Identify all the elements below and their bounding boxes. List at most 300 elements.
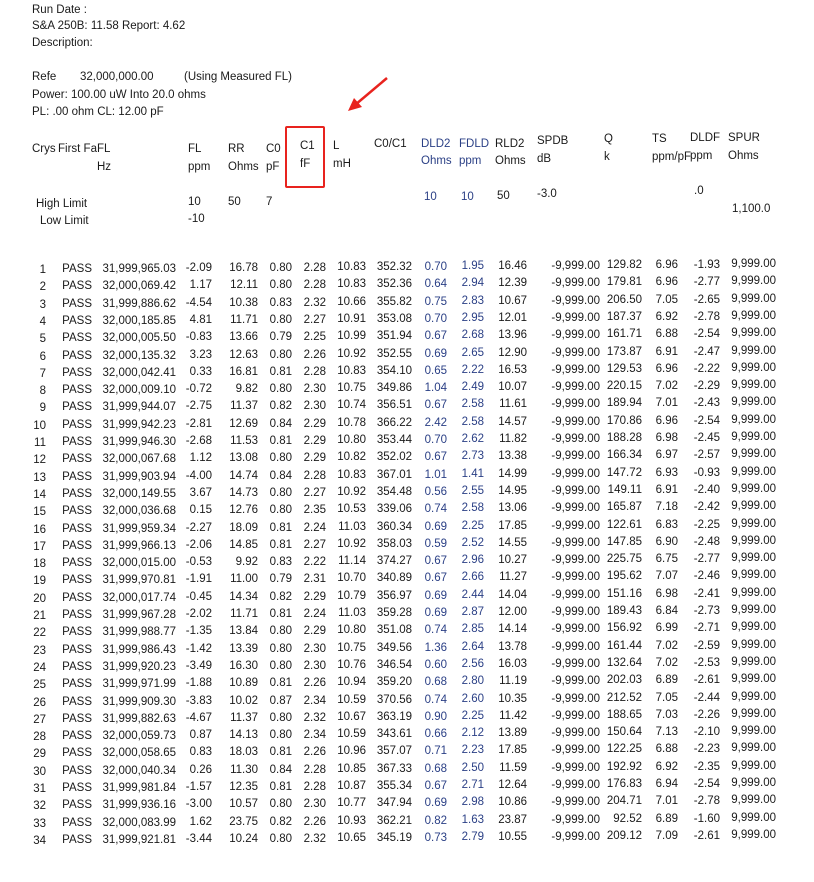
dld2-value: 0.56 — [424, 485, 447, 498]
dldf-value: -2.73 — [693, 605, 720, 617]
c0-high-limit: 7 — [266, 196, 273, 208]
table-row — [0, 828, 814, 850]
rld2-value: 11.61 — [499, 398, 527, 411]
spdb-value: -9,999.00 — [551, 346, 600, 359]
spdb-value: -9,999.00 — [551, 796, 600, 809]
dldf-value: -2.48 — [693, 535, 720, 548]
l-value: 10.80 — [337, 434, 366, 446]
table-row — [0, 517, 814, 539]
crystal-number: 6 — [39, 350, 46, 363]
dld2-value: 0.65 — [424, 364, 447, 377]
fl-ppm-value: -4.00 — [185, 469, 212, 482]
table-row — [0, 811, 814, 833]
pl-cl-info: PL: .00 ohm CL: 12.00 pF — [32, 106, 164, 118]
col-crys: Crys — [32, 143, 56, 155]
spur-value: 9,999.00 — [731, 534, 776, 547]
c0c1-value: 349.86 — [376, 382, 412, 395]
spdb-value: -9,999.00 — [551, 779, 600, 791]
l-value: 10.94 — [337, 676, 366, 689]
table-row — [0, 413, 814, 435]
col-dldf: DLDF — [690, 132, 721, 144]
pass-status: PASS — [62, 643, 92, 656]
c1-value: 2.30 — [303, 383, 326, 396]
c1-value: 2.31 — [303, 573, 326, 586]
spdb-value: -9,999.00 — [551, 571, 600, 584]
c0c1-value: 366.22 — [376, 416, 412, 429]
rr-value: 10.57 — [229, 798, 258, 811]
fl-hz-value: 32,000,069.42 — [102, 280, 176, 293]
fl-ppm-value: -0.45 — [185, 590, 212, 603]
rld2-value: 13.96 — [498, 329, 527, 342]
spur-value: 9,999.00 — [731, 379, 776, 392]
spdb-value: -9,999.00 — [551, 727, 600, 740]
rr-value: 10.24 — [229, 832, 258, 845]
col-spur-unit: Ohms — [728, 150, 759, 162]
l-value: 10.75 — [337, 641, 366, 654]
c0-value: 0.79 — [269, 331, 292, 344]
rld2-value: 11.19 — [499, 675, 527, 688]
rr-value: 10.89 — [229, 677, 258, 690]
c1-value: 2.28 — [303, 763, 326, 776]
dld2-value: 0.67 — [424, 399, 447, 412]
pass-status: PASS — [62, 280, 92, 293]
rr-value: 12.76 — [229, 504, 258, 517]
ts-value: 7.02 — [655, 656, 678, 669]
c0-value: 0.80 — [269, 504, 292, 517]
fl-ppm-value: 1.17 — [189, 279, 212, 292]
crystal-number: 28 — [33, 731, 46, 744]
crystal-number: 30 — [33, 765, 46, 778]
col-fdld-unit: ppm — [459, 155, 482, 167]
spur-value: 9,999.00 — [731, 517, 776, 530]
ts-value: 7.13 — [655, 726, 678, 739]
c0-value: 0.81 — [269, 435, 292, 447]
c0-value: 0.79 — [269, 573, 292, 586]
c1-value: 2.29 — [303, 590, 326, 603]
reference-value: 32,000,000.00 — [80, 71, 154, 83]
col-rr: RR — [228, 143, 245, 155]
q-value: 192.92 — [606, 760, 642, 773]
table-row — [0, 725, 814, 746]
table-row — [0, 569, 814, 590]
c0-value: 0.80 — [269, 486, 292, 499]
fl-ppm-value: -2.75 — [185, 400, 212, 413]
dldf-value: -2.47 — [693, 345, 720, 358]
fdld-value: 2.73 — [461, 450, 484, 463]
c0-value: 0.80 — [269, 798, 292, 811]
dld2-value: 0.67 — [424, 555, 447, 568]
ts-value: 7.05 — [655, 691, 678, 704]
c0-value: 0.81 — [269, 608, 292, 620]
rld2-value: 17.85 — [498, 744, 527, 757]
c0-value: 0.82 — [269, 400, 292, 413]
rr-value: 10.02 — [229, 694, 258, 707]
pass-status: PASS — [62, 626, 92, 639]
q-value: 189.43 — [606, 605, 642, 617]
c0-value: 0.84 — [269, 763, 292, 776]
spur-value: 9,999.00 — [731, 690, 776, 703]
table-row — [0, 534, 814, 556]
spur-value: 9,999.00 — [731, 482, 776, 495]
ts-value: 6.75 — [655, 553, 678, 566]
fl-low-limit: -10 — [188, 213, 205, 225]
crystal-number: 34 — [33, 834, 46, 847]
spur-value: 9,999.00 — [731, 413, 776, 426]
dld2-value: 0.70 — [424, 261, 447, 273]
fdld-value: 2.79 — [461, 830, 484, 843]
fl-ppm-value: -3.49 — [185, 659, 212, 672]
table-row — [0, 777, 814, 798]
version-info: S&A 250B: 11.58 Report: 4.62 — [32, 20, 186, 32]
dld2-value: 2.42 — [424, 416, 447, 429]
pass-status: PASS — [62, 609, 92, 621]
pass-status: PASS — [62, 522, 92, 535]
spdb-value: -9,999.00 — [551, 744, 600, 757]
c1-value: 2.30 — [303, 642, 326, 655]
dld2-value: 0.74 — [424, 503, 447, 516]
rld2-value: 14.99 — [498, 467, 527, 480]
dldf-value: -2.35 — [693, 760, 720, 773]
dld2-value: 1.01 — [424, 468, 447, 481]
rld2-value: 17.85 — [498, 519, 527, 532]
c1-value: 2.29 — [303, 452, 326, 465]
fl-hz-value: 32,000,015.00 — [102, 557, 176, 570]
rld2-value: 16.46 — [498, 260, 527, 272]
dld2-value: 0.68 — [424, 762, 447, 775]
fl-ppm-value: -2.81 — [185, 417, 212, 430]
fdld-value: 2.25 — [461, 709, 484, 722]
dldf-value: -2.22 — [693, 362, 720, 375]
c1-value: 2.26 — [303, 348, 326, 361]
c0-value: 0.80 — [269, 659, 292, 672]
fl-ppm-value: 3.67 — [189, 486, 212, 499]
c1-value: 2.35 — [303, 504, 326, 517]
rld2-value: 10.35 — [498, 692, 527, 705]
fl-ppm-value: -1.35 — [185, 625, 212, 638]
spur-value: 9,999.00 — [731, 586, 776, 599]
col-ts-unit: ppm/pF — [652, 151, 691, 163]
crystal-number: 33 — [33, 817, 46, 830]
fdld-value: 2.98 — [461, 796, 484, 809]
dld2-value: 0.69 — [424, 520, 447, 533]
fl-ppm-value: 1.12 — [189, 452, 212, 465]
l-value: 10.82 — [337, 451, 366, 464]
crystal-number: 18 — [33, 558, 46, 571]
dld2-value: 1.36 — [424, 641, 447, 654]
col-ts: TS — [652, 133, 667, 145]
spur-value: 9,999.00 — [731, 552, 776, 565]
c0c1-value: 370.56 — [376, 693, 412, 706]
fdld-value: 2.58 — [461, 502, 484, 515]
fl-hz-value: 31,999,986.43 — [102, 643, 176, 656]
fl-hz-value: 32,000,058.65 — [102, 747, 176, 760]
dldf-value: -2.54 — [693, 328, 720, 341]
col-fl-hz: FL — [97, 143, 111, 155]
c0c1-value: 352.55 — [376, 347, 412, 360]
fl-hz-value: 31,999,988.77 — [102, 626, 176, 639]
rr-value: 11.71 — [230, 608, 258, 620]
table-row — [0, 482, 814, 504]
rld2-value: 14.95 — [498, 484, 527, 497]
dld2-value: 0.74 — [424, 624, 447, 637]
l-value: 10.92 — [337, 485, 366, 498]
crystal-number: 1 — [39, 264, 46, 276]
table-row — [0, 275, 814, 296]
fl-ppm-value: -3.00 — [185, 798, 212, 811]
fdld-value: 2.71 — [461, 779, 484, 791]
c1-value: 2.22 — [303, 556, 326, 569]
rld2-value: 14.55 — [498, 536, 527, 549]
dldf-value: -0.93 — [693, 466, 720, 479]
l-value: 10.77 — [337, 797, 366, 810]
fl-hz-value: 31,999,936.16 — [102, 799, 176, 812]
q-value: 122.61 — [606, 518, 642, 531]
q-value: 129.53 — [606, 362, 642, 375]
dldf-value: -2.45 — [693, 432, 720, 444]
crystal-number: 3 — [39, 298, 46, 311]
table-row — [0, 431, 814, 452]
c1-value: 2.28 — [303, 781, 326, 793]
c0-value: 0.80 — [269, 383, 292, 396]
table-row — [0, 690, 814, 712]
ts-value: 6.91 — [655, 483, 678, 496]
rr-value: 9.82 — [235, 383, 258, 396]
c0-value: 0.80 — [269, 348, 292, 361]
rld2-value: 13.06 — [498, 502, 527, 515]
dldf-high-limit: .0 — [694, 185, 704, 197]
crystal-number: 22 — [33, 627, 46, 640]
crystal-number: 19 — [33, 575, 46, 588]
spur-value: 9,999.00 — [731, 777, 776, 789]
q-value: 92.52 — [613, 812, 642, 825]
q-value: 202.03 — [606, 674, 642, 687]
fl-hz-value: 31,999,944.07 — [102, 401, 176, 414]
table-row — [0, 344, 814, 366]
q-value: 179.81 — [606, 276, 642, 289]
ts-value: 6.96 — [655, 276, 678, 289]
dld2-value: 0.71 — [424, 745, 447, 758]
fdld-value: 2.49 — [461, 381, 484, 394]
spur-value: 9,999.00 — [731, 327, 776, 340]
rld2-value: 23.87 — [498, 813, 527, 826]
ts-value: 6.83 — [655, 518, 678, 531]
c0c1-value: 339.06 — [376, 503, 412, 516]
fdld-value: 2.95 — [461, 311, 484, 324]
dldf-value: -2.71 — [693, 622, 720, 635]
fl-hz-value: 32,000,149.55 — [102, 487, 176, 500]
pass-status: PASS — [62, 574, 92, 587]
spdb-value: -9,999.00 — [551, 536, 600, 549]
spur-value: 9,999.00 — [731, 344, 776, 357]
dld2-value: 0.67 — [424, 572, 447, 585]
dld2-value: 0.69 — [424, 347, 447, 360]
q-value: 225.75 — [606, 553, 642, 566]
q-value: 173.87 — [606, 345, 642, 358]
dld2-value: 0.66 — [424, 728, 447, 741]
rr-value: 14.73 — [229, 486, 258, 499]
q-value: 166.34 — [606, 449, 642, 462]
q-value: 170.86 — [606, 414, 642, 427]
rr-value: 18.09 — [229, 521, 258, 534]
pass-status: PASS — [62, 470, 92, 483]
c0-value: 0.83 — [269, 556, 292, 569]
c1-value: 2.28 — [303, 279, 326, 292]
spur-value: 9,999.00 — [731, 828, 776, 841]
crystal-number: 31 — [33, 783, 46, 795]
fdld-value: 2.80 — [461, 675, 484, 688]
dld2-value: 0.67 — [424, 330, 447, 343]
fdld-value: 2.96 — [461, 554, 484, 567]
spur-value: 9,999.00 — [731, 621, 776, 634]
fl-hz-value: 31,999,959.34 — [102, 522, 176, 535]
fl-ppm-value: 1.62 — [189, 815, 212, 828]
q-value: 204.71 — [606, 795, 642, 808]
crystal-number: 16 — [33, 523, 46, 536]
c0c1-value: 345.19 — [376, 831, 412, 844]
rr-value: 11.00 — [230, 573, 258, 586]
rld2-value: 16.53 — [498, 363, 527, 376]
ts-value: 6.99 — [655, 622, 678, 635]
c0c1-value: 354.48 — [376, 485, 412, 498]
l-value: 10.99 — [337, 330, 366, 343]
c1-value: 2.28 — [303, 469, 326, 482]
fl-hz-value: 32,000,067.68 — [102, 453, 176, 466]
fl-hz-value: 32,000,040.34 — [102, 764, 176, 777]
ts-value: 6.98 — [655, 432, 678, 444]
fl-hz-value: 32,000,083.99 — [102, 816, 176, 829]
ts-value: 6.89 — [655, 812, 678, 825]
spdb-value: -9,999.00 — [551, 363, 600, 376]
ts-value: 6.90 — [655, 535, 678, 548]
rld2-value: 16.03 — [498, 657, 527, 670]
col-fdld: FDLD — [459, 138, 490, 150]
c0-value: 0.83 — [269, 296, 292, 309]
fl-ppm-value: -2.06 — [185, 538, 212, 551]
c0-value: 0.80 — [269, 832, 292, 845]
c0c1-value: 347.94 — [376, 797, 412, 810]
spdb-value: -9,999.00 — [551, 467, 600, 480]
l-value: 10.87 — [337, 780, 366, 792]
spdb-value: -9,999.00 — [551, 623, 600, 636]
ts-value: 6.98 — [655, 587, 678, 600]
q-value: 147.72 — [606, 466, 642, 479]
c0c1-value: 355.82 — [376, 295, 412, 308]
rld2-value: 11.59 — [499, 761, 527, 774]
crystal-number: 11 — [34, 437, 46, 449]
fdld-value: 2.60 — [461, 692, 484, 705]
pass-status: PASS — [62, 782, 92, 794]
c0-value: 0.80 — [269, 279, 292, 292]
c0c1-value: 354.10 — [376, 364, 412, 377]
fl-hz-value: 31,999,966.13 — [102, 539, 176, 552]
col-spur: SPUR — [728, 132, 760, 144]
pass-status: PASS — [62, 401, 92, 414]
dld2-value: 0.67 — [424, 780, 447, 792]
fl-ppm-value: -4.67 — [185, 711, 212, 724]
low-limit-label: Low Limit — [40, 215, 89, 227]
c1-value: 2.34 — [303, 694, 326, 707]
rr-value: 11.30 — [230, 763, 258, 776]
fdld-value: 2.56 — [461, 657, 484, 670]
rld2-value: 14.04 — [498, 588, 527, 601]
q-value: 220.15 — [606, 380, 642, 393]
table-row — [0, 742, 814, 763]
dld2-value: 0.69 — [424, 607, 447, 619]
spur-value: 9,999.00 — [731, 292, 776, 305]
ts-value: 7.18 — [655, 501, 678, 514]
rr-value: 13.39 — [229, 642, 258, 655]
spdb-value: -9,999.00 — [551, 329, 600, 342]
dld2-value: 0.82 — [424, 814, 447, 827]
spur-value: 9,999.00 — [731, 794, 776, 807]
table-row — [0, 638, 814, 660]
pass-status: PASS — [62, 332, 92, 345]
c1-value: 2.29 — [303, 417, 326, 430]
q-value: 150.64 — [606, 726, 642, 739]
c1-value: 2.25 — [303, 331, 326, 344]
rr-value: 14.13 — [229, 729, 258, 742]
fl-ppm-value: -3.44 — [185, 832, 212, 845]
spdb-value: -9,999.00 — [551, 830, 600, 843]
fl-hz-value: 31,999,920.23 — [102, 660, 176, 673]
spur-value: 9,999.00 — [731, 396, 776, 409]
spur-value: 9,999.00 — [731, 811, 776, 824]
c0c1-value: 367.33 — [376, 762, 412, 775]
dld2-value: 0.60 — [424, 658, 447, 671]
fl-hz-value: 32,000,005.50 — [102, 332, 176, 345]
spur-value: 9,999.00 — [731, 638, 776, 651]
col-c0-unit: pF — [266, 161, 280, 173]
l-value: 10.66 — [337, 295, 366, 308]
dld2-value: 0.74 — [424, 693, 447, 706]
fl-hz-value: 32,000,009.10 — [102, 384, 176, 397]
q-value: 147.85 — [606, 535, 642, 548]
fl-hz-value: 31,999,942.23 — [102, 418, 176, 431]
spur-value: 9,999.00 — [731, 361, 776, 374]
dldf-value: -2.65 — [693, 293, 720, 306]
fl-hz-value: 32,000,017.74 — [102, 591, 176, 604]
fdld-value: 2.94 — [461, 277, 484, 290]
table-row — [0, 759, 814, 781]
rr-value: 14.34 — [229, 590, 258, 603]
q-value: 132.64 — [606, 656, 642, 669]
col-first-fa: First Fa — [58, 143, 97, 155]
l-value: 10.76 — [337, 658, 366, 671]
spur-value: 9,999.00 — [731, 655, 776, 668]
q-value: 189.94 — [606, 397, 642, 410]
spdb-value: -9,999.00 — [551, 260, 600, 272]
dldf-value: -2.78 — [693, 795, 720, 808]
q-value: 206.50 — [606, 293, 642, 306]
fdld-value: 2.62 — [461, 433, 484, 445]
col-l-unit: mH — [333, 158, 351, 170]
fdld-value: 1.63 — [461, 813, 484, 826]
q-value: 188.65 — [606, 708, 642, 721]
high-limit-label: High Limit — [36, 198, 88, 210]
pass-status: PASS — [62, 799, 92, 812]
table-row — [0, 707, 814, 729]
c0-value: 0.80 — [269, 262, 292, 274]
c1-value: 2.28 — [303, 262, 326, 274]
rld2-value: 10.86 — [498, 796, 527, 809]
rr-value: 9.92 — [235, 556, 258, 569]
dld2-value: 0.70 — [424, 312, 447, 325]
dld2-value: 0.69 — [424, 797, 447, 810]
c1-highlight-box — [285, 126, 325, 188]
fl-hz-value: 32,000,185.85 — [102, 314, 176, 327]
dld2-high-limit: 10 — [424, 191, 437, 203]
crystal-number: 9 — [39, 402, 46, 415]
